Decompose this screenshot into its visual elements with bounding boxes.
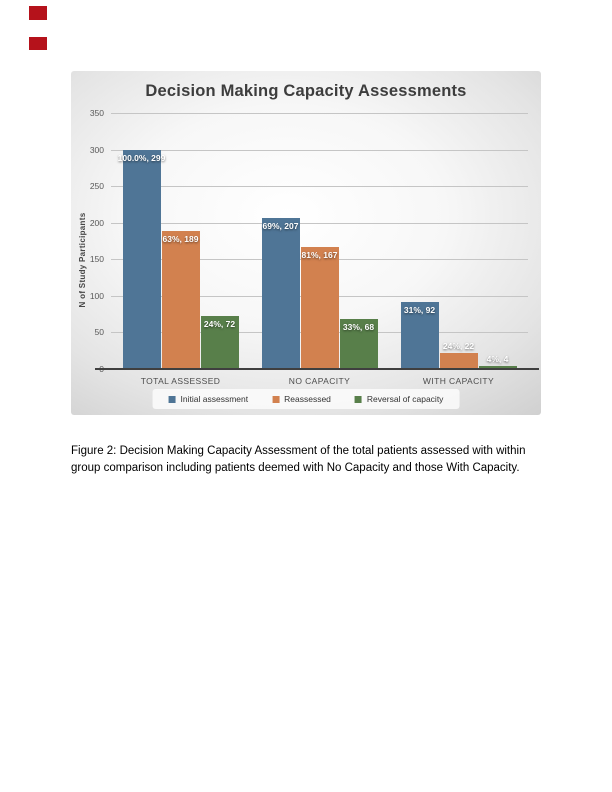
bar-reversal-of-capacity — [340, 319, 378, 369]
legend-swatch — [272, 396, 279, 403]
legend-label: Initial assessment — [180, 394, 249, 404]
bar-initial-assessment — [117, 150, 166, 369]
bar-group — [389, 113, 528, 369]
x-axis-category-label: WITH CAPACITY — [422, 376, 495, 386]
bar-groups — [111, 113, 528, 369]
bar-data-label: 31%, 92 — [403, 305, 436, 315]
y-tick-label: 250 — [89, 181, 104, 192]
chart-legend — [153, 389, 460, 409]
bar-data-label: 33%, 68 — [342, 322, 375, 332]
bar-data-label: 4%, 4 — [486, 354, 509, 364]
legend-swatch — [355, 396, 362, 403]
bar-initial-assessment — [262, 218, 300, 369]
figure-caption: Figure 2: Decision Making Capacity Assessment of the total patients assessed with within group comparison including patients deemed with No Capacity and those With Capacity. — [71, 444, 526, 475]
y-tick-label: 300 — [89, 144, 104, 155]
x-axis-labels — [111, 376, 528, 386]
bar-reassessed — [301, 247, 339, 369]
red-mark — [29, 6, 47, 20]
legend-label: Reassessed — [284, 394, 331, 404]
plot-area — [111, 113, 528, 369]
bar-data-label: 24%, 72 — [203, 319, 236, 329]
y-tick-label: 200 — [89, 217, 104, 228]
bar-reversal-of-capacity — [201, 316, 239, 369]
bar-data-label: 63%, 189 — [162, 234, 199, 244]
bar-data-label: 81%, 167 — [301, 250, 338, 260]
y-tick-label: 150 — [89, 254, 104, 265]
capacity-chart — [71, 71, 541, 415]
bar-data-label: 24%, 22 — [442, 341, 475, 351]
bar-initial-assessment — [401, 302, 439, 369]
legend-item — [355, 394, 444, 404]
x-axis-category-label: TOTAL ASSESSED — [140, 376, 221, 386]
x-axis-line — [95, 368, 539, 370]
legend-swatch — [169, 396, 176, 403]
y-tick-label: 350 — [89, 108, 104, 118]
bar-group — [111, 113, 250, 369]
bar-reassessed — [162, 231, 200, 369]
bar-group — [250, 113, 389, 369]
bar-data-label: 69%, 207 — [262, 221, 299, 231]
red-mark — [29, 37, 47, 50]
bar-reassessed — [440, 341, 478, 369]
y-axis-title: N of Study Participants — [78, 212, 87, 308]
x-axis-category-label: NO CAPACITY — [288, 376, 351, 386]
bar-data-label: 100.0%, 299 — [117, 153, 166, 163]
legend-label: Reversal of capacity — [366, 394, 444, 404]
y-tick-label: 100 — [89, 290, 104, 301]
legend-item — [169, 394, 249, 404]
y-tick-label: 50 — [94, 327, 104, 338]
legend-item — [272, 394, 331, 404]
chart-title: Decision Making Capacity Assessments — [145, 82, 467, 100]
